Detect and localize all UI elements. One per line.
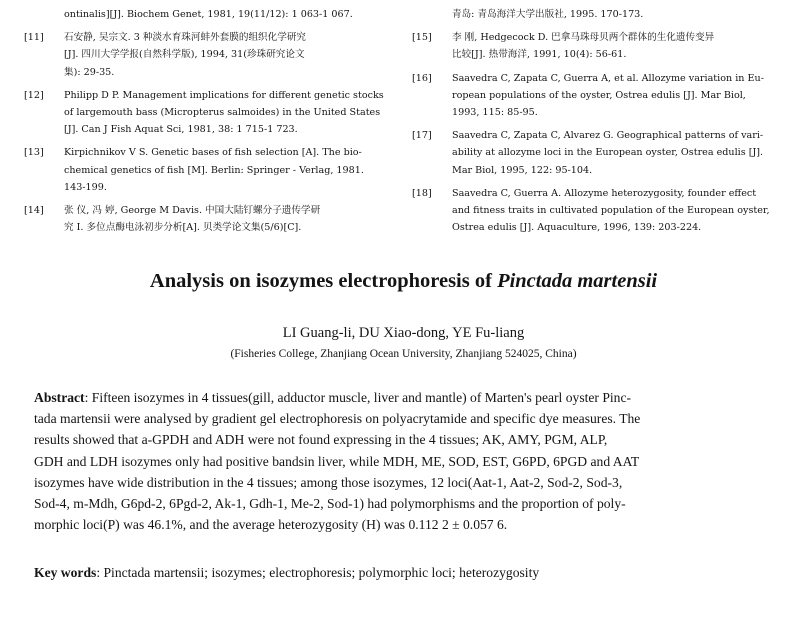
abstract-line: GDH and LDH isozymes only had positive bandsin liver, while MDH, ME, SOD, EST, G6PD, 6PGD and AAT (34, 453, 640, 469)
reference-list-left (24, 6, 396, 242)
keywords-text: : Pinctada martensii; isozymes; electrophoresis; polymorphic loci; heterozygosity (96, 565, 540, 580)
abstract-line: tada martensii were analysed by gradient gel electrophoresis on polyacrytamide and specific dye measures. The (34, 411, 641, 427)
reference-line: 143-199. (64, 181, 107, 193)
reference-number: [13] (24, 147, 44, 159)
reference-line: ropean populations of the oyster, Ostrea edulis [J]. Mar Biol, (452, 89, 746, 101)
reference-line: 青岛: 青岛海洋大学出版社, 1995. 170-173. (452, 9, 644, 20)
reference-line: Mar Biol, 1995, 122: 95-104. (452, 164, 593, 176)
reference-number: [14] (24, 205, 44, 217)
reference-line: [J]. 四川大学学报(自然科学版), 1994, 31(珍珠研究论文 (64, 49, 305, 61)
reference-entry (412, 70, 787, 122)
reference-line: Saavedra C, Zapata C, Guerra A, et al. Allozyme variation in Eu- (452, 72, 764, 84)
reference-entry (24, 202, 396, 236)
reference-line: of largemouth bass (Micropterus salmoides) in the United States (64, 107, 381, 119)
affiliation: (Fisheries College, Zhanjiang Ocean University, Zhanjiang 524025, China) (230, 348, 577, 360)
reference-line: 1993, 115: 85-95. (452, 107, 538, 119)
keywords-block (34, 562, 774, 583)
keywords-label: Key words (34, 565, 97, 580)
reference-line: chemical genetics of fish [M]. Berlin: Springer - Verlag, 1981. (64, 164, 364, 176)
abstract-line: Sod-4, m-Mdh, G6pd-2, 6Pgd-2, Ak-1, Gdh-1, Me-2, Sod-1) had polymorphisms and the proportion of poly- (34, 496, 626, 512)
reference-line: 集): 29-35. (64, 66, 115, 78)
title-species: Pinctada martensii (497, 270, 658, 292)
reference-entry (24, 29, 396, 81)
reference-line: 比较[J]. 热带海洋, 1991, 10(4): 56-61. (452, 49, 627, 61)
reference-line: ontinalis][J]. Biochem Genet, 1981, 19(11/12): 1 063-1 067. (64, 9, 353, 20)
reference-line: 究 I. 多位点酶电泳初步分析[A]. 贝类学论文集(5/6)[C]. (64, 222, 302, 234)
reference-number: [11] (24, 32, 44, 44)
reference-line: Saavedra C, Zapata C, Alvarez G. Geographical patterns of vari- (452, 130, 764, 142)
abstract-line (34, 387, 774, 408)
reference-line: 李 刚, Hedgecock D. 巴拿马珠母贝两个群体的生化遗传变异 (452, 32, 715, 44)
abstract-label: Abstract (34, 390, 85, 405)
reference-line: Kirpichnikov V S. Genetic bases of fish selection [A]. The bio- (64, 147, 362, 159)
reference-line: 石安静, 吴宗文. 3 种淡水育珠河蚌外套膜的组织化学研究 (64, 32, 307, 44)
reference-entry (24, 6, 396, 23)
reference-number: [12] (24, 89, 44, 101)
abstract-block (34, 387, 774, 535)
reference-entry (412, 6, 787, 23)
reference-line: ability at allozyme loci in the European oyster, Ostrea edulis [J]. (452, 147, 764, 159)
reference-list-right (412, 6, 787, 242)
reference-number: [18] (412, 187, 432, 199)
reference-number: [17] (412, 130, 432, 142)
reference-line: Saavedra C, Guerra A. Allozyme heterozygosity, founder effect (452, 187, 757, 199)
reference-line: Philipp D P. Management implications for different genetic stocks (64, 89, 384, 101)
abstract-line: morphic loci(P) was 46.1%, and the average heterozygosity (H) was 0.112 2 ± 0.057 6. (34, 517, 508, 533)
author-list: LI Guang-li, DU Xiao-dong, YE Fu-liang (282, 325, 525, 341)
reference-line: [J]. Can J Fish Aquat Sci, 1981, 38: 1 715-1 723. (64, 124, 298, 136)
reference-entry (412, 29, 787, 63)
reference-number: [16] (412, 72, 432, 84)
abstract-text: : Fifteen isozymes in 4 tissues(gill, adductor muscle, liver and mantle) of Marten's pearl oyster Pinc- (84, 390, 632, 405)
reference-line: Ostrea edulis [J]. Aquaculture, 1996, 139: 203-224. (452, 222, 702, 234)
reference-line: 张 仪, 冯 婷, George M Davis. 中国大陆钉螺分子遗传学研 (64, 205, 321, 217)
title-prefix: Analysis on isozymes electrophoresis of (149, 270, 498, 292)
reference-line: and fitness traits in cultivated population of the European oyster, (452, 205, 770, 217)
reference-entry (412, 127, 787, 179)
abstract-line: results showed that a-GPDH and ADH were not found expressing in the 4 tissues; AK, AMY, PGM, ALP, (34, 432, 608, 448)
reference-number: [15] (412, 32, 432, 44)
paper-title (0, 270, 807, 293)
reference-entry (24, 87, 396, 139)
reference-entry (24, 144, 396, 196)
abstract-line: isozymes have wide distribution in the 4 tissues; among those isozymes, 12 loci(Aat-1, Aat-2, Sod-2, Sod-3, (34, 474, 623, 490)
reference-entry (412, 185, 787, 237)
